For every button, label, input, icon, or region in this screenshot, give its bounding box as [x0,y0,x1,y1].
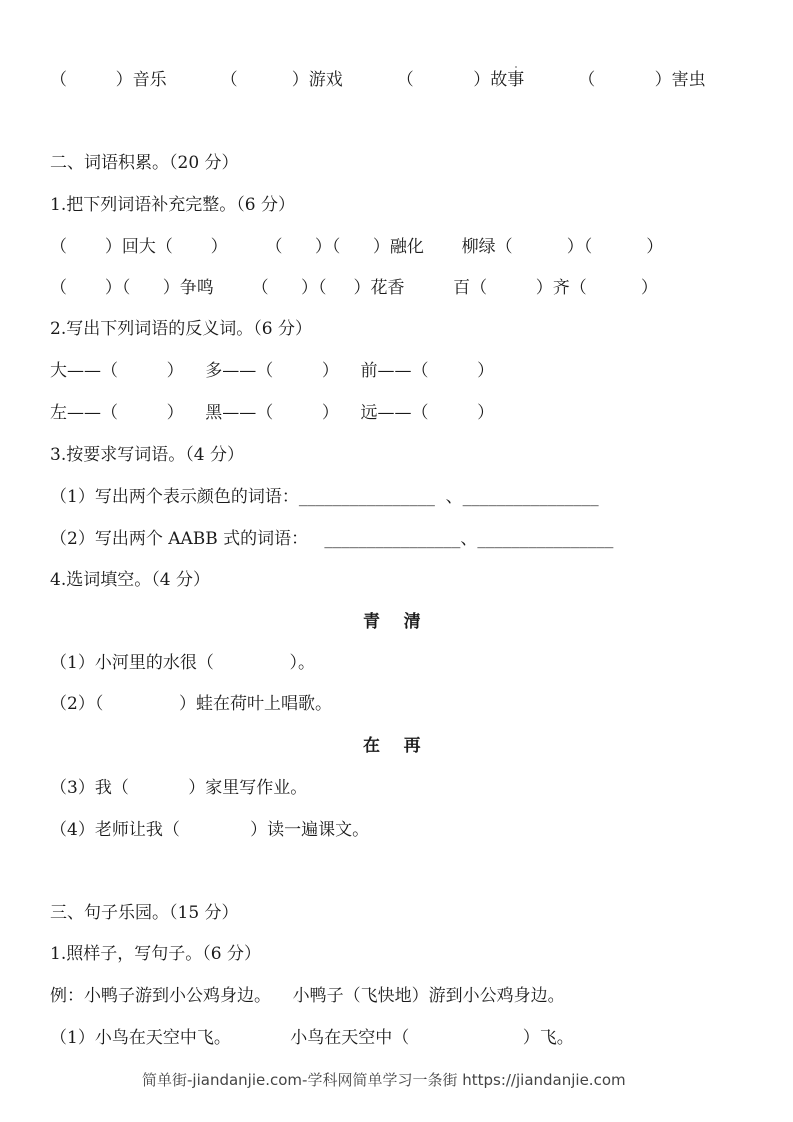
antonym-row-b: 左——（ ） 黑——（ ） 远——（ ） [50,403,495,423]
question-1-row-a: （ ）回大（ ） （ ）（ ）融化 柳绿（ ）（ ） [50,237,664,257]
sentence-item-1: （1）小鸟在天空中飞。 小鸟在天空中（ ）飞。 [50,1028,574,1048]
footer-watermark: 简单街-jiandanjie.com-学科网简单学习一条街 https://jiandanjie.com [142,1071,626,1089]
antonym-row-a: 大——（ ） 多——（ ） 前——（ ） [50,361,495,381]
question-3-item-2: （2）写出两个 AABB 式的词语： ________________、________________ [50,529,614,549]
example-line: 例：小鸭子游到小公鸡身边。 小鸭子（飞快地）游到小公鸡身边。 [50,986,565,1006]
sentence-1-title: 1.照样子，写句子。（6 分） [50,944,261,964]
question-3-item-1: （1）写出两个表示颜色的词语：________________ 、________________ [50,487,599,507]
question-4-item-4: （4）老师让我（ ）读一遍课文。 [50,820,370,840]
question-2-title: 2.写出下列词语的反义词。（6 分） [50,319,312,339]
question-4-title: 4.选词填空。（4 分） [50,570,210,590]
question-3-title: 3.按要求写词语。（4 分） [50,445,244,465]
question-1-title: 1.把下列词语补充完整。（6 分） [50,195,295,215]
choice-row: （ ）音乐 （ ）游戏 （ ）故事 （ ）害虫 [50,70,706,90]
question-4-item-1: （1）小河里的水很（ ）。 [50,653,315,673]
question-4-item-3: （3）我（ ）家里写作业。 [50,778,308,798]
question-1-row-b: （ ）（ ）争鸣 （ ）（ ）花香 百（ ）齐（ ） [50,278,658,298]
word-choice-2: 在 再 [363,736,421,756]
section-3-heading: 三、句子乐园。（15 分） [50,903,239,923]
word-choice-1: 青 清 [363,612,421,632]
question-4-item-2: （2）（ ）蛙在荷叶上唱歌。 [50,694,332,714]
section-2-heading: 二、词语积累。（20 分） [50,153,239,173]
